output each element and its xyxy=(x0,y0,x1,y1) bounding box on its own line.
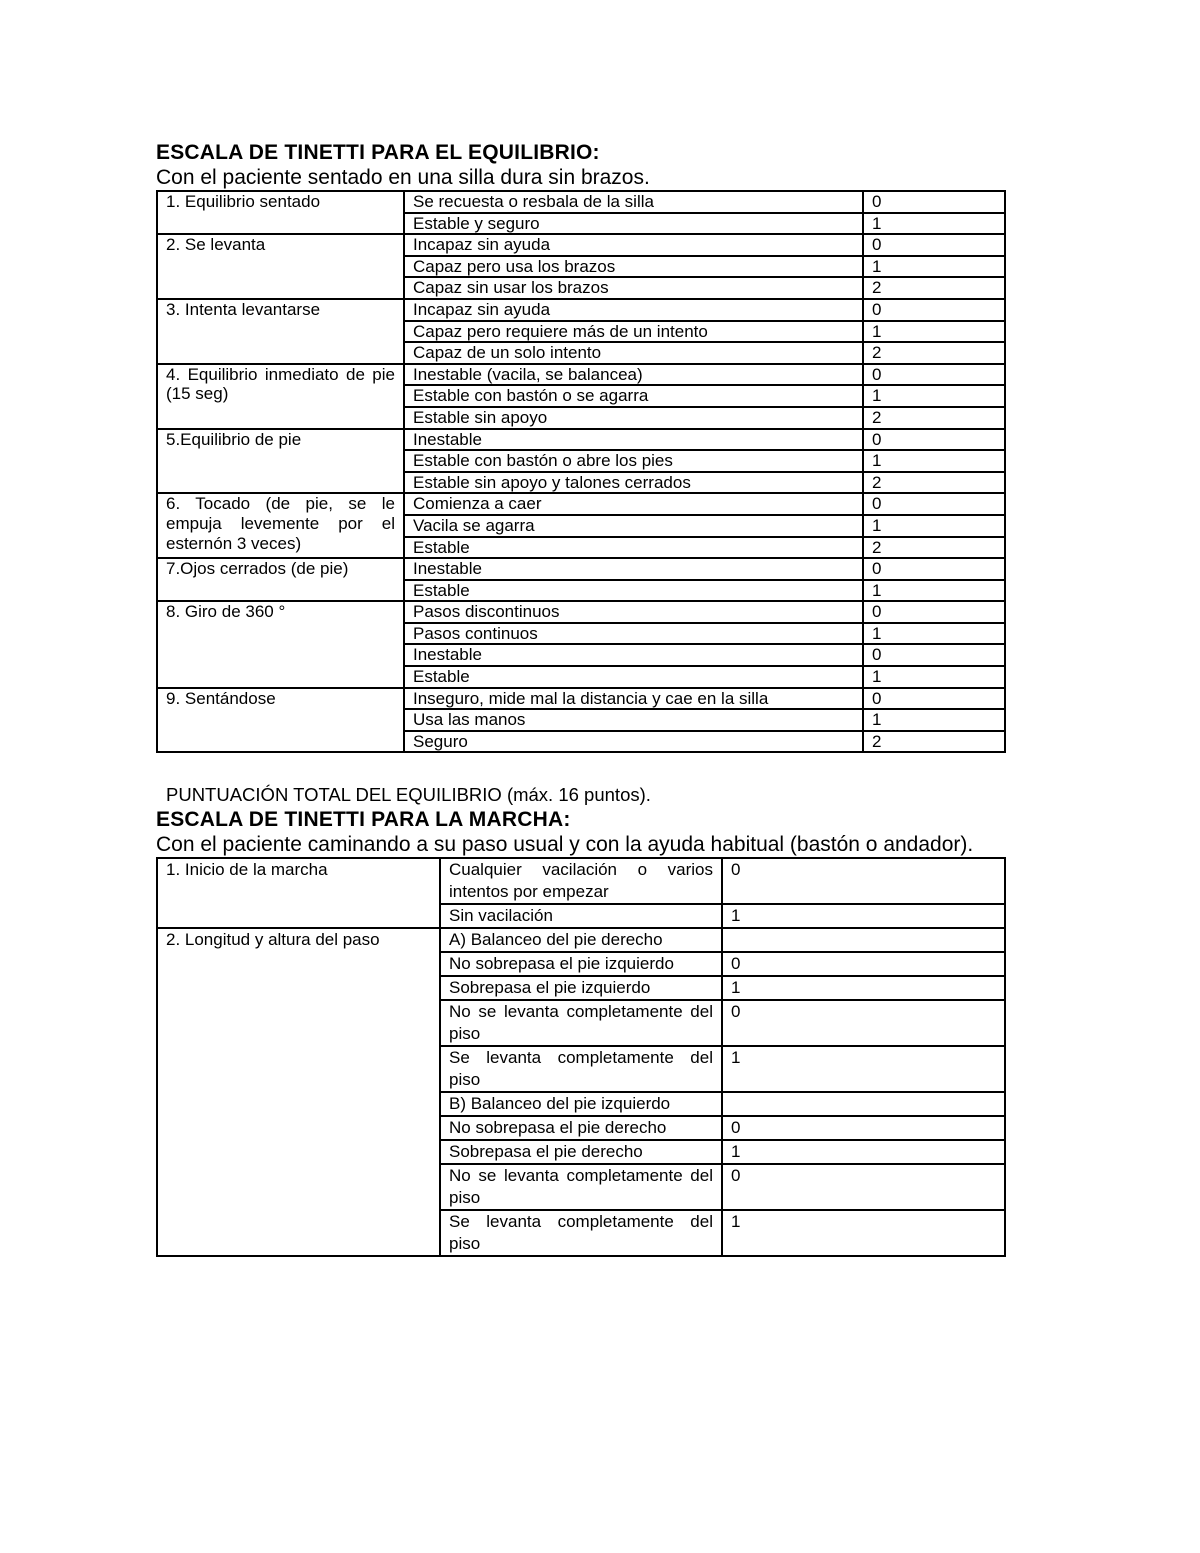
balance-score: 0 xyxy=(863,558,1005,580)
balance-criterion: 6. Tocado (de pie, se le empuja levemente por el esternón 3 veces) xyxy=(157,493,404,558)
gait-score xyxy=(722,928,1005,952)
balance-score: 0 xyxy=(863,644,1005,666)
balance-score: 1 xyxy=(863,321,1005,343)
gait-score: 0 xyxy=(722,858,1005,904)
gait-option: Se levanta completamente del piso xyxy=(440,1210,722,1256)
balance-row xyxy=(157,299,1005,321)
balance-criterion: 1. Equilibrio sentado xyxy=(157,191,404,234)
balance-row xyxy=(157,558,1005,580)
gait-option: Cualquier vacilación o varios intentos por empezar xyxy=(440,858,722,904)
balance-option: Estable xyxy=(404,666,863,688)
balance-option: Pasos continuos xyxy=(404,623,863,645)
balance-option: Estable con bastón o se agarra xyxy=(404,385,863,407)
balance-score: 1 xyxy=(863,515,1005,537)
balance-score: 1 xyxy=(863,213,1005,235)
balance-row xyxy=(157,364,1005,386)
balance-total: PUNTUACIÓN TOTAL DEL EQUILIBRIO (máx. 16 puntos). xyxy=(166,784,651,806)
balance-score: 2 xyxy=(863,277,1005,299)
gait-option: No se levanta completamente del piso xyxy=(440,1164,722,1210)
gait-option: No sobrepasa el pie derecho xyxy=(440,1116,722,1140)
gait-score: 0 xyxy=(722,1164,1005,1210)
balance-option: Comienza a caer xyxy=(404,493,863,515)
gait-score: 0 xyxy=(722,1000,1005,1046)
gait-title: ESCALA DE TINETTI PARA LA MARCHA: xyxy=(156,808,571,832)
gait-row xyxy=(157,858,1005,904)
balance-score: 1 xyxy=(863,623,1005,645)
balance-score: 1 xyxy=(863,666,1005,688)
balance-option: Capaz pero requiere más de un intento xyxy=(404,321,863,343)
balance-criterion: 3. Intenta levantarse xyxy=(157,299,404,364)
balance-criterion: 9. Sentándose xyxy=(157,688,404,753)
gait-score xyxy=(722,1092,1005,1116)
gait-option: A) Balanceo del pie derecho xyxy=(440,928,722,952)
balance-option: Estable con bastón o abre los pies xyxy=(404,450,863,472)
balance-option: Seguro xyxy=(404,731,863,753)
balance-score: 1 xyxy=(863,256,1005,278)
balance-score: 0 xyxy=(863,364,1005,386)
balance-option: Capaz pero usa los brazos xyxy=(404,256,863,278)
gait-score: 0 xyxy=(722,1116,1005,1140)
balance-criterion: 5.Equilibrio de pie xyxy=(157,429,404,494)
balance-score: 2 xyxy=(863,731,1005,753)
balance-score: 0 xyxy=(863,234,1005,256)
balance-criterion: 7.Ojos cerrados (de pie) xyxy=(157,558,404,601)
gait-score: 1 xyxy=(722,976,1005,1000)
balance-row xyxy=(157,493,1005,515)
balance-option: Estable xyxy=(404,580,863,602)
gait-option: No se levanta completamente del piso xyxy=(440,1000,722,1046)
balance-row xyxy=(157,601,1005,623)
balance-criterion: 4. Equilibrio inmediato de pie (15 seg) xyxy=(157,364,404,429)
balance-score: 1 xyxy=(863,580,1005,602)
gait-option: Sobrepasa el pie izquierdo xyxy=(440,976,722,1000)
balance-row xyxy=(157,429,1005,451)
balance-score: 2 xyxy=(863,472,1005,494)
balance-option: Estable sin apoyo y talones cerrados xyxy=(404,472,863,494)
gait-option: Se levanta completamente del piso xyxy=(440,1046,722,1092)
balance-option: Inestable xyxy=(404,644,863,666)
gait-score: 1 xyxy=(722,1140,1005,1164)
balance-option: Vacila se agarra xyxy=(404,515,863,537)
balance-score: 2 xyxy=(863,407,1005,429)
balance-option: Inestable xyxy=(404,429,863,451)
gait-row xyxy=(157,928,1005,952)
balance-option: Usa las manos xyxy=(404,709,863,731)
gait-option: Sobrepasa el pie derecho xyxy=(440,1140,722,1164)
balance-score: 0 xyxy=(863,191,1005,213)
balance-criterion: 8. Giro de 360 ° xyxy=(157,601,404,687)
balance-option: Pasos discontinuos xyxy=(404,601,863,623)
balance-instruction: Con el paciente sentado en una silla dura sin brazos. xyxy=(156,166,650,189)
balance-option: Capaz de un solo intento xyxy=(404,342,863,364)
balance-score: 0 xyxy=(863,429,1005,451)
gait-option: B) Balanceo del pie izquierdo xyxy=(440,1092,722,1116)
gait-option: Sin vacilación xyxy=(440,904,722,928)
balance-option: Estable xyxy=(404,537,863,559)
gait-criterion: 1. Inicio de la marcha xyxy=(157,858,440,928)
balance-score: 2 xyxy=(863,342,1005,364)
gait-score: 1 xyxy=(722,1046,1005,1092)
balance-title: ESCALA DE TINETTI PARA EL EQUILIBRIO: xyxy=(156,141,600,164)
gait-score: 1 xyxy=(722,904,1005,928)
balance-option: Inseguro, mide mal la distancia y cae en la silla xyxy=(404,688,863,710)
balance-criterion: 2. Se levanta xyxy=(157,234,404,299)
gait-score: 0 xyxy=(722,952,1005,976)
document-page xyxy=(156,140,1004,1257)
balance-score: 0 xyxy=(863,688,1005,710)
balance-score: 0 xyxy=(863,493,1005,515)
balance-option: Inestable (vacila, se balancea) xyxy=(404,364,863,386)
balance-option: Incapaz sin ayuda xyxy=(404,234,863,256)
balance-option: Inestable xyxy=(404,558,863,580)
gait-score: 1 xyxy=(722,1210,1005,1256)
balance-option: Capaz sin usar los brazos xyxy=(404,277,863,299)
balance-score: 2 xyxy=(863,537,1005,559)
gait-instruction: Con el paciente caminando a su paso usual y con la ayuda habitual (bastón o andador). xyxy=(156,833,974,857)
balance-option: Incapaz sin ayuda xyxy=(404,299,863,321)
balance-score: 1 xyxy=(863,709,1005,731)
balance-score: 1 xyxy=(863,450,1005,472)
balance-table xyxy=(156,190,1006,753)
balance-row xyxy=(157,191,1005,213)
gait-option: No sobrepasa el pie izquierdo xyxy=(440,952,722,976)
balance-option: Se recuesta o resbala de la silla xyxy=(404,191,863,213)
gait-table xyxy=(156,857,1006,1257)
gait-criterion: 2. Longitud y altura del paso xyxy=(157,928,440,1256)
balance-score: 1 xyxy=(863,385,1005,407)
balance-score: 0 xyxy=(863,601,1005,623)
balance-row xyxy=(157,688,1005,710)
balance-option: Estable sin apoyo xyxy=(404,407,863,429)
balance-option: Estable y seguro xyxy=(404,213,863,235)
balance-row xyxy=(157,234,1005,256)
balance-score: 0 xyxy=(863,299,1005,321)
